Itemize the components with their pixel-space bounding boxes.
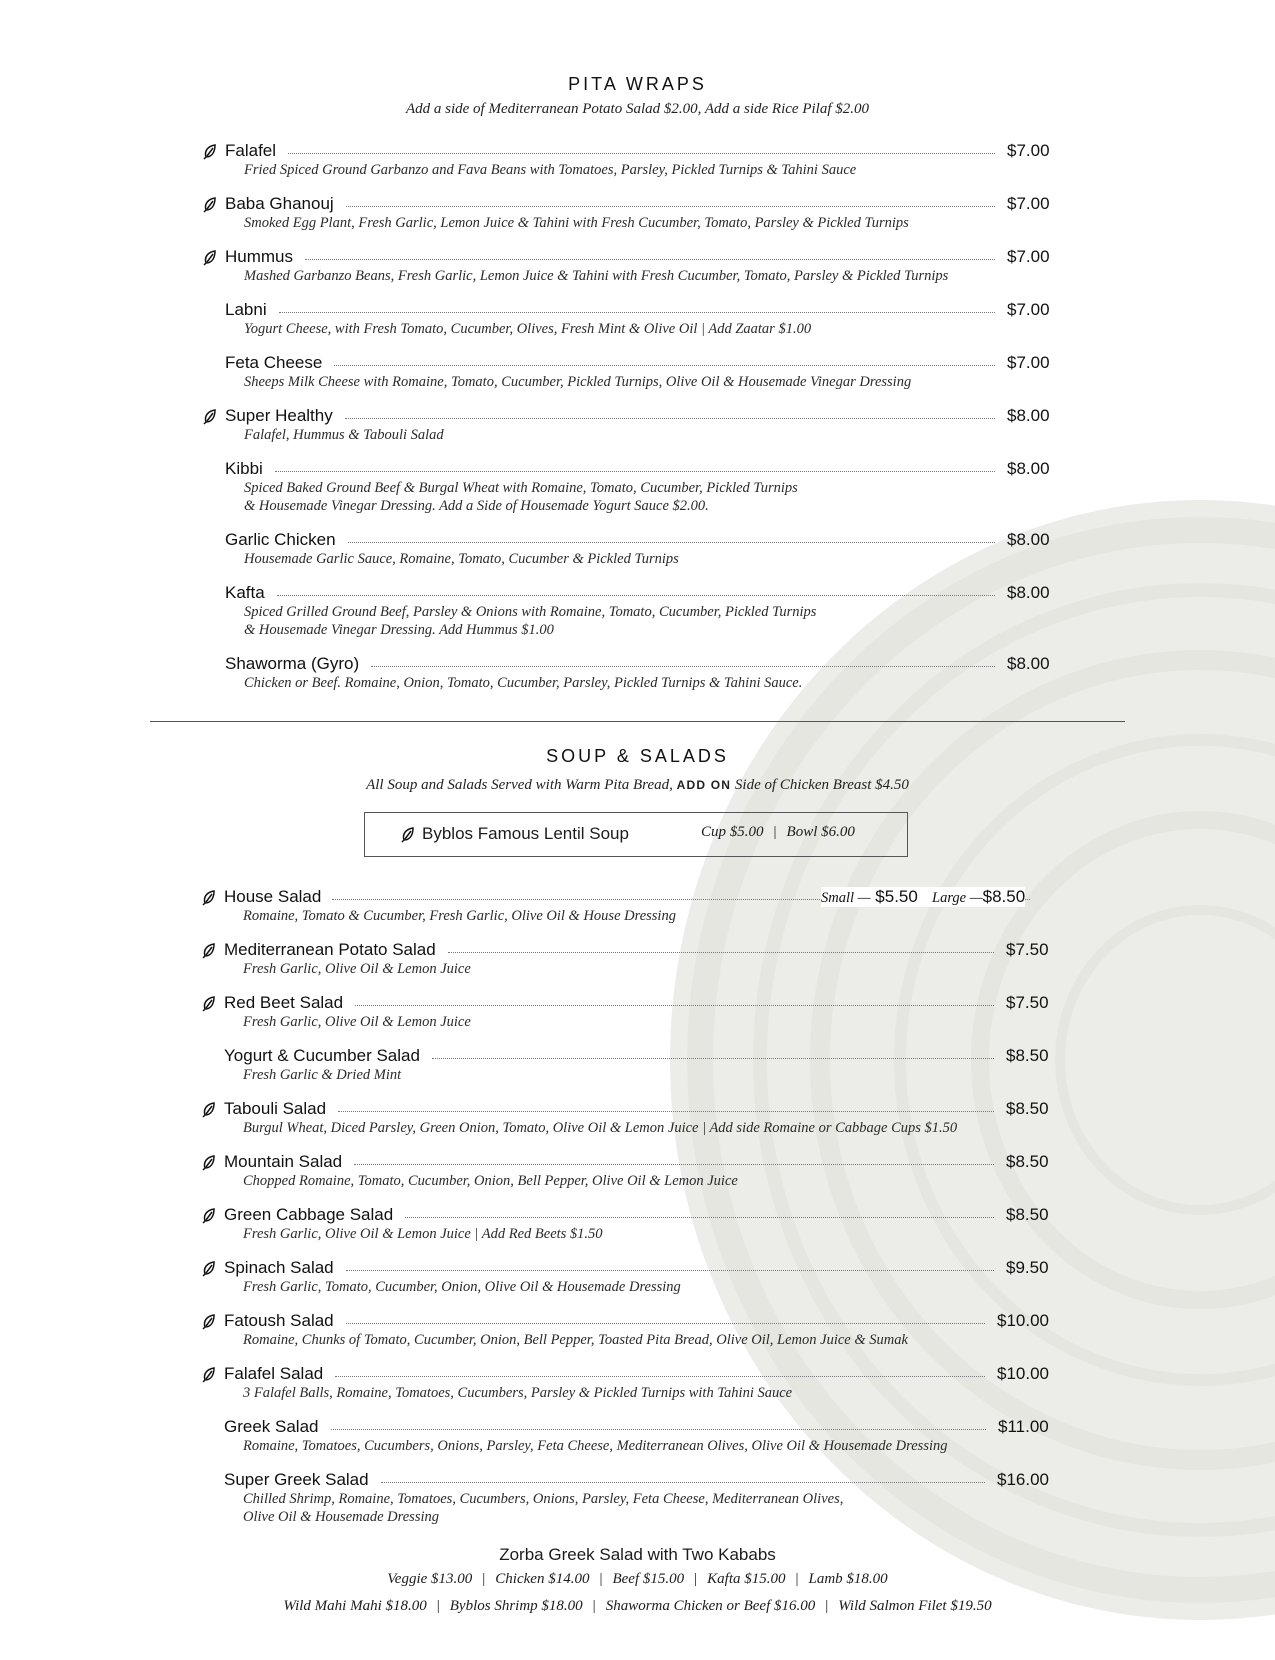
item-description: Mashed Garbanzo Beans, Fresh Garlic, Lemon Juice & Tahini with Fresh Cucumber, Tomato, Parsley & Pickled Turnips bbox=[244, 268, 949, 284]
item-description: Olive Oil & Housemade Dressing bbox=[243, 1509, 439, 1525]
subtitle-text: All Soup and Salads Served with Warm Pita Bread, bbox=[366, 777, 673, 793]
large-label: Large — bbox=[932, 890, 983, 906]
item-description: Fresh Garlic, Olive Oil & Lemon Juice bbox=[243, 1014, 471, 1030]
item-description: Falafel, Hummus & Tabouli Salad bbox=[244, 427, 444, 443]
item-description: Romaine, Tomatoes, Cucumbers, Onions, Parsley, Feta Cheese, Mediterranean Olives, Olive Oil & Housemade Dressing bbox=[243, 1438, 948, 1454]
leader-dots bbox=[354, 1164, 994, 1165]
item-name: Super Healthy bbox=[225, 406, 333, 425]
item-price: $9.50 bbox=[1006, 1258, 1049, 1277]
leader-dots bbox=[331, 1429, 986, 1430]
item-price: $7.00 bbox=[1007, 247, 1050, 266]
large-price: $8.50 bbox=[982, 887, 1026, 906]
item-description: Romaine, Chunks of Tomato, Cucumber, Onion, Bell Pepper, Toasted Pita Bread, Olive Oil, Lemon Juice & Sumak bbox=[243, 1332, 908, 1348]
leader-dots bbox=[371, 666, 995, 667]
item-description: Fresh Garlic, Tomato, Cucumber, Onion, Olive Oil & Housemade Dressing bbox=[243, 1279, 681, 1295]
item-description: Chicken or Beef. Romaine, Onion, Tomato, Cucumber, Parsley, Pickled Turnips & Tahini Sauce. bbox=[244, 675, 803, 691]
separator: | bbox=[482, 1571, 486, 1587]
zorba-option: Shaworma Chicken or Beef $16.00 bbox=[605, 1598, 816, 1614]
soup-salads-subtitle bbox=[0, 777, 1275, 794]
leader-dots bbox=[334, 365, 995, 366]
zorba-option: Wild Mahi Mahi $18.00 bbox=[283, 1598, 427, 1614]
add-on-label: ADD ON bbox=[676, 778, 732, 792]
item-name: Spinach Salad bbox=[224, 1258, 334, 1277]
menu-item-garlic-chicken bbox=[225, 530, 1050, 567]
item-name: Mountain Salad bbox=[224, 1152, 343, 1171]
zorba-options-line2 bbox=[0, 1598, 1275, 1615]
menu-item-house-salad bbox=[224, 887, 1049, 924]
item-description: Yogurt Cheese, with Fresh Tomato, Cucumber, Olives, Fresh Mint & Olive Oil | Add Zaatar $1.00 bbox=[244, 321, 812, 337]
menu-item-red-beet-salad bbox=[224, 993, 1049, 1030]
menu-item-super-healthy bbox=[225, 406, 1050, 443]
menu-item-kafta bbox=[225, 583, 1050, 638]
item-price: $8.00 bbox=[1007, 530, 1050, 549]
leader-dots bbox=[405, 1217, 994, 1218]
zorba-option: Beef $15.00 bbox=[612, 1571, 685, 1587]
item-description: Smoked Egg Plant, Fresh Garlic, Lemon Juice & Tahini with Fresh Cucumber, Tomato, Parsley & Pickled Turnips bbox=[244, 215, 909, 231]
small-price: $5.50 bbox=[875, 887, 918, 906]
menu-item-shaworma-gyro bbox=[225, 654, 1050, 691]
item-description: Fresh Garlic & Dried Mint bbox=[243, 1067, 402, 1083]
leader-dots bbox=[338, 1111, 994, 1112]
cup-price: Cup $5.00 bbox=[701, 824, 764, 840]
zorba-option: Lamb $18.00 bbox=[808, 1571, 888, 1587]
item-description: 3 Falafel Balls, Romaine, Tomatoes, Cucumbers, Parsley & Pickled Turnips with Tahini Sauce bbox=[243, 1385, 793, 1401]
pita-wraps-subtitle: Add a side of Mediterranean Potato Salad $2.00, Add a side Rice Pilaf $2.00 bbox=[405, 101, 869, 117]
vegetarian-leaf-icon bbox=[202, 1367, 216, 1383]
vegetarian-leaf-icon bbox=[202, 1208, 216, 1224]
item-description: & Housemade Vinegar Dressing. Add Hummus $1.00 bbox=[244, 622, 554, 638]
small-label: Small — bbox=[821, 890, 871, 906]
menu-item-fatoush-salad bbox=[224, 1311, 1049, 1348]
separator: | bbox=[599, 1571, 603, 1587]
item-name: Falafel Salad bbox=[224, 1364, 324, 1383]
menu-item-falafel bbox=[225, 141, 1050, 178]
item-price: $8.00 bbox=[1007, 583, 1050, 602]
subtitle-addon-text: Side of Chicken Breast $4.50 bbox=[734, 777, 909, 793]
item-price: $8.50 bbox=[1006, 1046, 1049, 1065]
item-name: Shaworma (Gyro) bbox=[225, 654, 360, 673]
item-price: $7.00 bbox=[1007, 194, 1050, 213]
item-description: Spiced Grilled Ground Beef, Parsley & Onions with Romaine, Tomato, Cucumber, Pickled Turnips bbox=[244, 604, 817, 620]
item-name: Red Beet Salad bbox=[224, 993, 344, 1012]
vegetarian-leaf-icon bbox=[202, 943, 216, 959]
item-name: Tabouli Salad bbox=[224, 1099, 327, 1118]
item-price: $7.50 bbox=[1006, 993, 1049, 1012]
vegetarian-leaf-icon bbox=[203, 250, 217, 266]
item-description: Sheeps Milk Cheese with Romaine, Tomato, Cucumber, Pickled Turnips, Olive Oil & Housemade Vinegar Dressing bbox=[244, 374, 912, 390]
leader-dots bbox=[448, 952, 994, 953]
lentil-soup-name: Byblos Famous Lentil Soup bbox=[422, 824, 629, 843]
item-price: $8.00 bbox=[1007, 654, 1050, 673]
leader-dots bbox=[275, 471, 995, 472]
vegetarian-leaf-icon bbox=[401, 827, 415, 843]
zorba-option: Wild Salmon Filet $19.50 bbox=[838, 1598, 992, 1614]
item-name: Yogurt & Cucumber Salad bbox=[224, 1046, 420, 1065]
item-price: $8.50 bbox=[1006, 1205, 1049, 1224]
zorba-option: Kafta $15.00 bbox=[707, 1571, 786, 1587]
item-description: Chopped Romaine, Tomato, Cucumber, Onion, Bell Pepper, Olive Oil & Lemon Juice bbox=[243, 1173, 738, 1189]
leader-dots bbox=[346, 1323, 985, 1324]
item-price: $8.00 bbox=[1007, 406, 1050, 425]
menu-item-green-cabbage-salad bbox=[224, 1205, 1049, 1242]
item-name: Kafta bbox=[225, 583, 265, 602]
menu-item-yogurt-cucumber-salad bbox=[224, 1046, 1049, 1083]
leader-dots bbox=[288, 153, 995, 154]
menu-item-tabouli-salad bbox=[224, 1099, 1049, 1136]
menu-item-baba-ghanouj bbox=[225, 194, 1050, 231]
vegetarian-leaf-icon bbox=[202, 996, 216, 1012]
item-price: $8.00 bbox=[1007, 459, 1050, 478]
item-name: Super Greek Salad bbox=[224, 1470, 369, 1489]
vegetarian-leaf-icon bbox=[202, 1102, 216, 1118]
item-price: $16.00 bbox=[997, 1470, 1049, 1489]
leader-dots bbox=[305, 259, 995, 260]
vegetarian-leaf-icon bbox=[202, 890, 216, 906]
leader-dots bbox=[432, 1058, 994, 1059]
menu-item-falafel-salad bbox=[224, 1364, 1049, 1401]
leader-dots bbox=[355, 1005, 994, 1006]
menu-item-mediterranean-potato-salad bbox=[224, 940, 1049, 977]
zorba-option: Chicken $14.00 bbox=[495, 1571, 590, 1587]
soup-salads-title: SOUP & SALADS bbox=[546, 746, 729, 766]
lentil-soup-prices: Cup $5.00 | Bowl $6.00 bbox=[701, 824, 855, 840]
item-price: $10.00 bbox=[997, 1364, 1049, 1383]
separator: | bbox=[795, 1571, 799, 1587]
vegetarian-leaf-icon bbox=[203, 409, 217, 425]
menu-item-greek-salad bbox=[224, 1417, 1049, 1454]
menu-item-spinach-salad bbox=[224, 1258, 1049, 1295]
item-description: Chilled Shrimp, Romaine, Tomatoes, Cucumbers, Onions, Parsley, Feta Cheese, Mediterranean Olives, bbox=[243, 1491, 844, 1507]
vegetarian-leaf-icon bbox=[202, 1261, 216, 1277]
item-name: Hummus bbox=[225, 247, 294, 266]
item-name: Fatoush Salad bbox=[224, 1311, 334, 1330]
zorba-title: Zorba Greek Salad with Two Kababs bbox=[499, 1545, 776, 1564]
item-description: Fried Spiced Ground Garbanzo and Fava Beans with Tomatoes, Parsley, Pickled Turnips & Tahini Sauce bbox=[244, 162, 857, 178]
menu-item-hummus bbox=[225, 247, 1050, 284]
separator: | bbox=[825, 1598, 829, 1614]
vegetarian-leaf-icon bbox=[202, 1155, 216, 1171]
leader-dots bbox=[335, 1376, 985, 1377]
item-price: $7.00 bbox=[1007, 300, 1050, 319]
separator: | bbox=[592, 1598, 596, 1614]
item-name: Garlic Chicken bbox=[225, 530, 336, 549]
separator: | bbox=[694, 1571, 698, 1587]
item-name: House Salad bbox=[224, 887, 322, 906]
leader-dots bbox=[346, 206, 995, 207]
item-description: Fresh Garlic, Olive Oil & Lemon Juice | Add Red Beets $1.50 bbox=[243, 1226, 603, 1242]
lentil-soup-box bbox=[364, 812, 908, 857]
vegetarian-leaf-icon bbox=[203, 197, 217, 213]
bowl-price: Bowl $6.00 bbox=[786, 824, 855, 840]
item-price: $11.00 bbox=[998, 1417, 1049, 1436]
zorba-options-line1 bbox=[0, 1571, 1275, 1588]
menu-item-mountain-salad bbox=[224, 1152, 1049, 1189]
menu-item-labni bbox=[225, 300, 1050, 337]
zorba-option: Byblos Shrimp $18.00 bbox=[449, 1598, 583, 1614]
item-description: Burgul Wheat, Diced Parsley, Green Onion, Tomato, Olive Oil & Lemon Juice | Add side Romaine or Cabbage Cups $1.50 bbox=[243, 1120, 958, 1136]
item-name: Mediterranean Potato Salad bbox=[224, 940, 436, 959]
item-description: & Housemade Vinegar Dressing. Add a Side of Housemade Yogurt Sauce $2.00. bbox=[244, 498, 709, 514]
item-description: Spiced Baked Ground Beef & Burgal Wheat with Romaine, Tomato, Cucumber, Pickled Turnips bbox=[244, 480, 798, 496]
leader-dots bbox=[279, 312, 995, 313]
item-name: Feta Cheese bbox=[225, 353, 323, 372]
separator: | bbox=[436, 1598, 440, 1614]
house-salad-sizes bbox=[821, 887, 1025, 907]
item-name: Falafel bbox=[225, 141, 277, 160]
menu-item-kibbi bbox=[225, 459, 1050, 514]
item-description: Fresh Garlic, Olive Oil & Lemon Juice bbox=[243, 961, 471, 977]
vegetarian-leaf-icon bbox=[203, 144, 217, 160]
menu-item-feta-cheese bbox=[225, 353, 1050, 390]
leader-dots bbox=[277, 595, 995, 596]
vegetarian-leaf-icon bbox=[202, 1314, 216, 1330]
zorba-option: Veggie $13.00 bbox=[387, 1571, 473, 1587]
section-divider bbox=[150, 721, 1125, 722]
item-name: Green Cabbage Salad bbox=[224, 1205, 394, 1224]
item-description: Housemade Garlic Sauce, Romaine, Tomato, Cucumber & Pickled Turnips bbox=[244, 551, 679, 567]
item-name: Baba Ghanouj bbox=[225, 194, 334, 213]
item-price: $7.00 bbox=[1007, 353, 1050, 372]
item-description: Romaine, Tomato & Cucumber, Fresh Garlic, Olive Oil & House Dressing bbox=[243, 908, 676, 924]
leader-dots bbox=[348, 542, 995, 543]
item-price: $7.00 bbox=[1007, 141, 1050, 160]
item-price: $8.50 bbox=[1006, 1099, 1049, 1118]
leader-dots bbox=[381, 1482, 985, 1483]
item-name: Greek Salad bbox=[224, 1417, 319, 1436]
item-name: Kibbi bbox=[225, 459, 263, 478]
item-price: $8.50 bbox=[1006, 1152, 1049, 1171]
item-price: $10.00 bbox=[997, 1311, 1049, 1330]
leader-dots bbox=[346, 1270, 994, 1271]
menu-item-super-greek-salad bbox=[224, 1470, 1049, 1525]
leader-dots bbox=[345, 418, 995, 419]
pita-wraps-title: PITA WRAPS bbox=[568, 74, 707, 94]
item-price: $7.50 bbox=[1006, 940, 1049, 959]
item-name: Labni bbox=[225, 300, 267, 319]
